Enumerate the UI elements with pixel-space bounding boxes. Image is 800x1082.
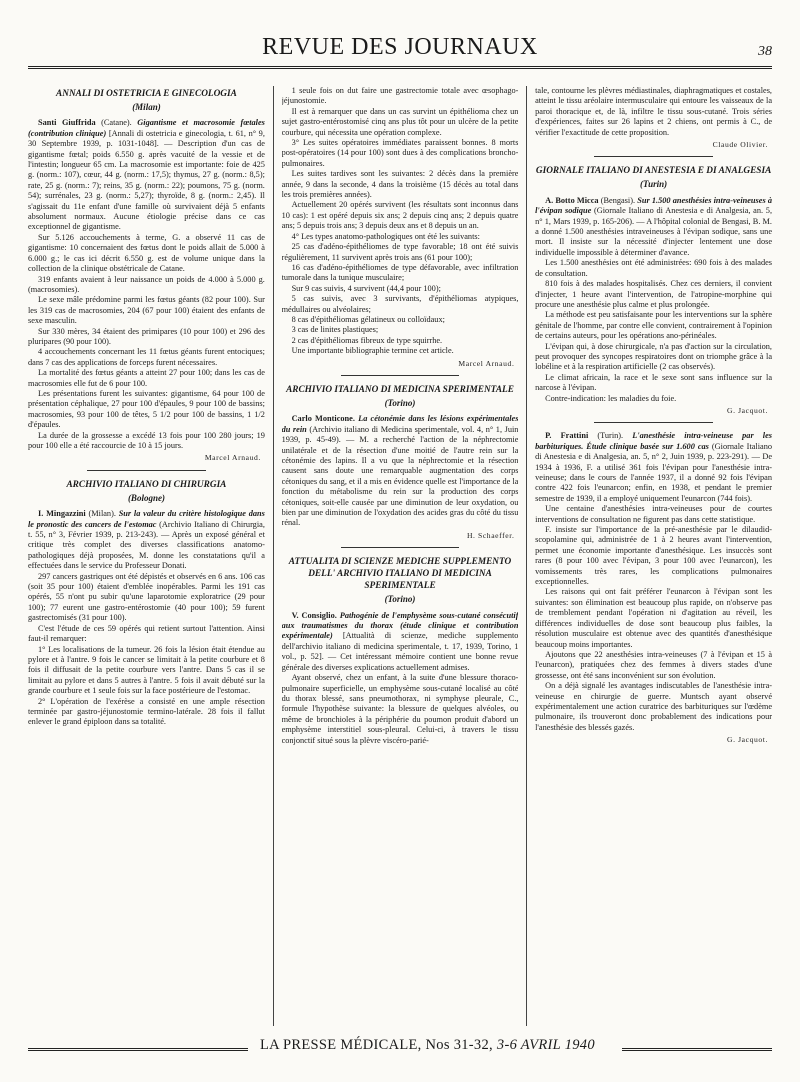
paragraph: L'évipan qui, à dose chirurgicale, n'a pas d'action sur la circulation, peut provoquer des syncopes respiratoires dont on triomphe grâce à la lobéline et à la respiration artificielle (2 cas observés). [535,341,773,372]
section-divider [594,422,712,423]
page-header [28,34,772,64]
journal-section-title: REVUE DES JOURNAUX [262,34,538,60]
signature: Claude Olivier. [712,140,769,150]
article-location: (Catane). [95,118,138,128]
paragraph: Une centaine d'anesthésies intra-veineuses pour de courtes interventions de consultation ne figurent pas dans cette statistique. [535,504,773,524]
article-title: Sur la valeur du critère histologique dans le pronostic des cancers de l'estomac [28,509,265,529]
paragraph: Une importante bibliographie termine cet article. [291,346,454,356]
article-author: P. Frattini [545,431,589,441]
section-city: (Bologne) [127,492,165,503]
article-body: (Giornale Italiano di Anestesia e di Analgesia, an. 5, n° 2, Juin 1939, p. 223-291). — De 1934 à 1936, F. a utilisé 361 fois l'évipan pour l'anesthésie intra-veineuse; dans le cours de l'année 1937, il a donné 92 fois l'évipan contre 422 fois l'eunarcon; enfin, en 1938, et pendant le premier semestre de 1939, il a employé uniquement l'eunarcon (744 fois). [535,441,773,503]
paragraph: Ayant observé, chez un enfant, à la suite d'une blessure thoraco-pulmonaire superficielle, un emphysème sous-cutané localisé au côté du thorax blessé, sans pneumothorax, ni symphyse pleurale, C., formule l'hypothèse suivante: la blessure de quelques alvéoles, ou même de bronchioles à la périphérie du poumon produit d'abord un emphysème interstitiel sous-pleural. Celui-ci, à travers le tissu conjonctif situé sous la plèvre viscéro-parié- [281,673,519,745]
article-body: [Annali di ostetricia e ginecologia, t. 61, n° 9, 30 Septembre 1939, p. 1031-1048]. — Description d'un cas de gigantisme fœtal; poids 6.550 g. après vacuité de la vessie et de l'intestin; longueur 65 cm. La macrosomie est importante: foie de 425 g. (norm.: 107), cœur, 44 g. (norm.: 17,5); thymus, 27 g. (norm.: 8,5); rate, 25 g. (norm.: 7); reins, 35 g. (norm.: 22); poumons, 75 g. (norm. 54); surrénales, 23 g. (norm.: 5,27); thyroïde, 8 g. (norm.: 2,45). Il s'agissait du 11e enfant d'une famille où survivaient déjà 5 enfants absolument normaux. Aucune étiologie précise dans ce cas exceptionnel de gigantisme. [28,128,265,232]
signature: Marcel Arnaud. [458,358,515,368]
article-columns [28,86,772,1026]
article-intro [28,118,265,232]
footer-rule-left [28,1048,248,1051]
paragraph: F. insiste sur l'importance de la pré-anesthésie par le dilaudid-scopolamine qui, administrée de 1 à 2 heures avant l'intervention, permet une économie importante d'anesthésique. Les insuccès sont rares (8 pour 100 avec l'évipan, 3 pour 100 avec l'eunarcon), les vomissements très rares, les complications pulmonaires exceptionnelles. [535,525,773,587]
article-intro [535,431,772,504]
footer-citation [260,1037,595,1054]
signature: Marcel Arnaud. [204,453,261,463]
article-title: Gigantisme et macrosomie fœtales (contribution clinique) [28,118,265,138]
article-author: A. Botto Micca [545,195,599,205]
article-body: (Archivio Italiano di Chirurgia, t. 55, n° 3, Février 1939, p. 213-243). — Après un exposé général et critique très complet des diverses classifications anatomo-pathologiques déjà proposées, M. donne les constatations qu'il a effectuées dans le service du Professeur Donati. [28,519,265,571]
paragraph: 5 cas suivis, avec 3 survivants, d'épithéliomas atypiques, médullaires ou alvéolaires; [281,294,519,314]
section-city: (Torino) [384,397,416,408]
paragraph: 4 accouchements concernant les 11 fœtus géants furent entociques; dans 7 cas des applications de forceps furent nécessaires. [28,347,265,367]
article-author: Carlo Monticone. [291,414,355,424]
column-2 [282,86,519,1026]
article-body: [Attualità di scienze, mediche supplemento dell'archivio italiano di medicina sperimentale, t. 17, 1939, Torino, 1 vol., p. 52]. — Cet intéressant mémoire contient une bonne revue générale des diverses explications actuellement admises. [281,631,519,672]
article-author: Santi Giuffrida [38,118,96,128]
article-location: (Bengasi). [598,195,638,205]
column-separator [273,86,274,1026]
section-heading: ARCHIVIO ITALIANO DI MEDICINA SPERIMENTALE [286,384,514,395]
signature: G. Jacquot. [727,735,769,745]
section-heading: GIORNALE ITALIANO DI ANESTESIA E DI ANALGESIA [535,166,772,177]
paragraph: 4° Les types anatomo-pathologiques ont été les suivants: [291,231,480,241]
article-location: (Milan). [85,509,119,519]
section-city: (Turin) [639,179,668,190]
paragraph: 16 cas d'adéno-épithéliomes de type défavorable, avec infiltration tumorale dans la tunique musculaire; [281,262,519,283]
article-intro [282,414,519,528]
section-city: (Torino) [384,594,416,605]
paragraph: Le sexe mâle prédomine parmi les fœtus géants (82 pour 100). Sur les 319 cas de macrosomies, 204 (67 pour 100) étaient des enfants de sexe masculin. [28,295,265,326]
article-body: (Giornale Italiano di Anestesia e di Analgesia, an. 5, n° 1, Mars 1939, p. 165-206). — A l'hôpital colonial de Bengasi, B. M. a donné 1.500 anesthésies intraveineuses à l'évipan sodique, sans une mort. Il insiste sur la nécessité d'injecter lentement une dose individuelle impossible à déterminer d'avance. [535,206,773,257]
paragraph: 25 cas d'adéno-épithéliomes de type favorable; 18 ont été suivis régulièrement, 11 survivent après trois ans (61 pour 100); [281,242,519,262]
section-heading: ANNALI DI OSTETRICIA E GINECOLOGIA [56,89,237,99]
paragraph: Il est à remarquer que dans un cas survint un épithélioma chez un sujet gastro-entérostomisé cinq ans plus tôt pour un ulcère de la petite courbure, qui nécessita une opération complexe. [281,106,519,137]
footer-date: 3-6 AVRIL 1940 [496,1037,595,1053]
paragraph: Sur 9 cas suivis, 4 survivent (44,4 pour 100); [291,283,441,293]
paragraph: 3 cas de linites plastiques; [291,325,379,335]
paragraph: 8 cas d'épithéliomas gélatineux ou colloïdaux; [291,314,445,324]
article-title: Sur 1.500 anesthésies intra-veineuses à l'évipan sodique [535,195,773,216]
paragraph: Le climat africain, la race et le sexe sont sans influence sur la narcose à l'évipan. [535,372,773,393]
signature: H. Schaeffer. [466,530,515,540]
paragraph: 1° Les localisations de la tumeur. 26 fois la lésion était étendue au pylore et à l'antre. 9 fois le cancer se limitait à la petite courbure et 8 fois il diffusait de la petite courbure vers l'antre. Dans 5 cas il se limitait au pylore et dans 5 autres à l'antre. 5 fois il avait débuté sur la grande courbure et 1 seule fois sur la face postérieure de l'estomac. [28,644,265,696]
paragraph: Les présentations furent les suivantes: gigantisme, 64 pour 100 de présentation céphalique, 27 pour 100 d'épaules, 9 pour 100 de bassins; macrosomies, 93 pour 100 de têtes, 5 1/2 pour 100 de bassins, 1 1/2 d'épaules. [28,388,265,430]
paragraph: Actuellement 20 opérés survivent (les résultats sont inconnus dans 10 cas): 1 est opéré depuis six ans; 2 depuis cinq ans; 2 depuis quatre ans; 5 depuis trois ans; 3 depuis deux ans et 8 depuis un an. [281,200,519,231]
paragraph: On a déjà signalé les avantages indiscutables de l'anesthésie intra-veineuse en chirurgie de guerre. Muntsch ayant observé expérimentalement une action curatrice des barbituriques sur l'œdème pulmonaire, ils trouveront donc probablement des indications pour l'anesthésie des blessés gazés. [535,681,773,732]
paragraph: Sur 330 mères, 34 étaient des primipares (10 pour 100) et 296 des pluripares (90 pour 100). [28,326,265,346]
section-divider [594,156,712,157]
page-footer [28,1037,772,1061]
paragraph: 297 cancers gastriques ont été dépistés et observés en 6 ans. 106 cas (soit 35 pour 100) étaient d'emblée inopérables. Parmi les 191 cas opérés, 55 n'ont pu subir qu'une laparotomie exploratrice (29 pour 100); 77 eurent une gastro-entérostomie (40 pour 100); 59 furent gastrectomisés (31 pour 100). [28,571,265,623]
article-title: L'anesthésie intra-veineuse par les barbituriques. Étude clinique basée sur 1.600 cas [535,431,773,451]
column-separator [526,86,527,1026]
paragraph: La durée de la grossesse a excédé 13 fois pour 100 280 jours; 19 pour 100 elle a été raccourcie de 10 à 15 jours. [28,430,265,450]
paragraph: La mortalité des fœtus géants a atteint 27 pour 100; dans les cas de macrosomies elle fut de 6 pour 100. [28,368,265,388]
article-title: Pathogénie de l'emphysème sous-cutané consécutif aux traumatismes du thorax (étude clinique et contribution expérimentale) [281,610,519,641]
section-divider [341,375,459,376]
header-rule [28,66,772,69]
section-city: (Milan) [132,102,161,112]
section-divider [341,547,459,548]
section-divider [87,470,205,471]
footer-rule-right [622,1048,772,1051]
paragraph: C'est l'étude de ces 59 opérés qui retient surtout l'attention. Ainsi faut-il remarquer: [28,623,265,644]
paragraph: 810 fois à des malades hospitalisés. Chez ces derniers, il convient d'injecter, 1 heure avant l'intervention, de l'atropine-morphine qui procure une anesthésie plus calme et plus prolongée. [535,279,773,309]
article-intro [535,196,772,258]
paragraph: Les 1.500 anesthésies ont été administrées: 690 fois à des malades de consultation. [535,258,773,278]
paragraph: 1 seule fois on dut faire une gastrectomie totale avec œsophago-jéjunostomie. [281,86,519,106]
section-heading: ATTUALITA DI SCIENZE MEDICHE SUPPLEMENTO DELL' ARCHIVIO ITALIANO DI MEDICINA SPERIMENTALE [288,557,512,592]
paragraph: 3° Les suites opératoires immédiates paraissent bonnes. 8 morts post-opératoires (14 pour 100) sont dues à des complications broncho-pulmonaires. [281,138,519,168]
signature: G. Jacquot. [727,405,769,415]
paragraph: 2° L'opération de l'exérèse a consisté en une ample résection terminée par gastro-jéjunostomie termino-latérale. 28 fois il fallut enlever le grand épiploon dans sa totalité. [28,696,265,727]
paragraph: Sur 5.126 accouchements à terme, G. a observé 11 cas de gigantisme: 10 concernaient des fœtus dont le poids allait de 5.000 à 6.000 g.; le cas ici décrit 6.550 g. est de volume unique dans la collection de la clinique obstétricale de Catane. [28,232,265,274]
paragraph: Les suites tardives sont les suivantes: 2 décès dans la première année, 9 dans la seconde, 4 dans la troisième (15 décès au total dans les trois premières années). [281,169,519,200]
paragraph: 2 cas d'épithéliomas fibreux de type squirrhe. [291,335,443,345]
paragraph: Contre-indication: les maladies du foie. [545,393,677,403]
paragraph: tale, contourne les plèvres médiastinales, diaphragmatiques et costales, atteint le tissu aréolaire intermusculaire qui entoure les vaisseaux de la paroi thoracique et, de là, infiltre le tissu sous-cutané. Trois séries d'expériences, faites sur 26 lapins et 2 chiens, ont permis à C., de vérifier l'exactitude de cette proposition. [535,86,773,137]
section-heading: ARCHIVIO ITALIANO DI CHIRURGIA [66,479,227,490]
article-intro [282,611,519,673]
paragraph: Ajoutons que 22 anesthésies intra-veineuses (7 à l'évipan et 15 à l'eunarcon), pratiquées chez des femmes à divers stades d'une grossesse, ont été sans inconvénient sur son évolution. [535,649,773,680]
article-author: V. Consiglio. [291,610,337,620]
paragraph: 319 enfants avaient à leur naissance un poids de 4.000 à 5.000 g. (macrosomies). [28,274,265,294]
footer-journal: LA PRESSE MÉDICALE, Nos 31-32, [260,1037,493,1053]
article-title: La cétonémie dans les lésions expérimentales du rein [281,414,519,434]
article-body: (Archivio italiano di Medicina sperimentale, vol. 4, n° 1, Juin 1939, p. 45-49). — M. a recherché l'action de la néphrectomie unilatérale et de la résection d'une moitié de l'autre rein sur la cétonémie des lapins. Il a vu que la néphrectomie et la résection causent sans doute une remarquable augmentation des corps cétoniques du sang, et il a mis en évidence quelle est l'importance de la fonction du métabolisme du rein sur la production des corps cétoniques, soit-elle causée par une diminution de leur oxydation, ou bien par une diminution de l'oxydation des acides gras du côté du tissu rénal. [281,424,519,528]
article-location: (Turin). [588,431,633,441]
column-1 [28,86,265,1026]
paragraph: Les raisons qui ont fait préférer l'eunarcon à l'évipan sont les suivantes: son élimination est beaucoup plus rapide, on n'observe pas de tremblement pendant l'opération ni d'agitation au réveil, les différences individuelles de dose sont beaucoup plus faibles, la résolution musculaire est obtenue avec des quantités d'anesthésique beaucoup moins importantes. [535,587,773,649]
column-3 [535,86,772,1026]
page-number: 38 [758,44,772,59]
article-author: I. Mingazzini [38,509,86,519]
paragraph: La méthode est peu satisfaisante pour les interventions sur la sphère génitale de l'homme, par contre elle convient, contrairement à l'opinion de certains auteurs, pour les opérations ano-périnéales. [535,310,773,341]
article-intro [28,509,265,571]
